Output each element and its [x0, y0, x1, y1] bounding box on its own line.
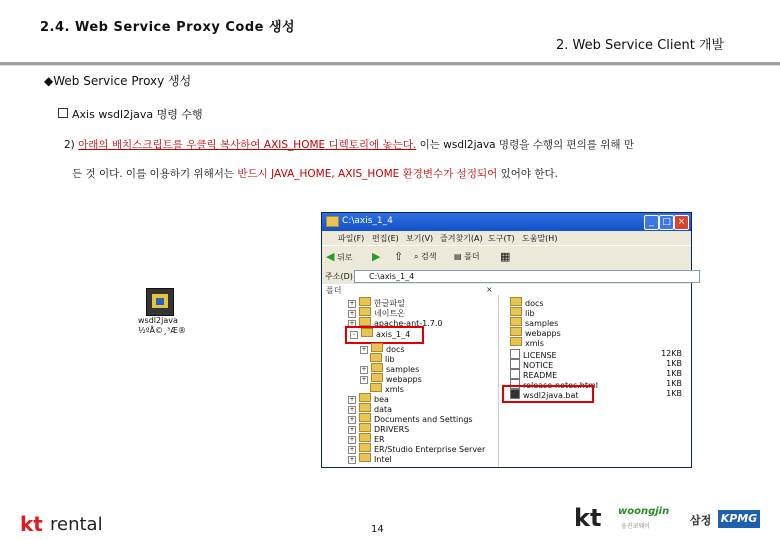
samjung-logo: 삼정: [690, 514, 712, 527]
paragraph-text: 든 것 이다. 이를 이용하기 위해서는: [72, 168, 238, 180]
tree-item[interactable]: + bea: [349, 395, 389, 404]
tree-item[interactable]: + apache-ant-1.7.0: [349, 319, 443, 328]
menu-file[interactable]: 파일(F): [338, 234, 365, 243]
close-button[interactable]: ×: [674, 215, 689, 230]
kt-rental-logo-kt: kt: [20, 512, 43, 536]
tree-item[interactable]: + samples: [361, 365, 420, 374]
kpmg-logo: KPMG: [718, 510, 760, 528]
file-list-item[interactable]: webapps: [510, 327, 688, 337]
folder-icon: [510, 337, 522, 346]
sub-bullet: [58, 106, 203, 122]
folder-icon: [370, 383, 382, 392]
woongjin-logo: woongjin: [618, 506, 670, 517]
tree-item[interactable]: + Documents and Settings: [349, 415, 473, 424]
file-list-item[interactable]: xmls: [510, 337, 688, 347]
window-titlebar[interactable]: [322, 213, 691, 231]
folders-button[interactable]: ▤ 폴더: [454, 252, 480, 261]
address-label: 주소(D): [325, 272, 353, 281]
paragraph-text: 이는 wsdl2java 명령을 수행의 편의를 위해 만: [416, 139, 634, 151]
folders-icon: ▤: [454, 252, 462, 261]
file-size: 1KB: [666, 359, 682, 368]
desktop-icon-label: [138, 316, 186, 336]
explorer-window: [321, 212, 692, 468]
file-size: 1KB: [666, 389, 682, 398]
folder-tree-pane: [322, 295, 499, 466]
paragraph-text: 있어야 한다.: [497, 168, 558, 180]
tree-item[interactable]: + Intel: [349, 455, 392, 464]
bullet-heading-text: Web Service Proxy 생성: [53, 74, 192, 88]
diamond-bullet-icon: ◆: [44, 74, 54, 88]
kt-logo: kt: [574, 504, 602, 532]
highlight-box: [502, 385, 594, 403]
folder-icon: [359, 423, 371, 432]
search-icon: ⌕: [414, 252, 419, 261]
checkbox-bullet-icon: [58, 108, 68, 118]
file-list-item[interactable]: lib: [510, 307, 688, 317]
tree-item[interactable]: + docs: [361, 345, 405, 354]
file-list-item[interactable]: README 1KB: [510, 369, 688, 379]
folder-icon: [359, 297, 371, 306]
desktop-icon-label-line1: wsdl2java: [138, 316, 178, 325]
search-button[interactable]: ⌕ 검색: [414, 252, 437, 261]
sub-bullet-text: Axis wsdl2java 명령 수행: [72, 108, 203, 121]
menu-view[interactable]: 보기(V): [406, 234, 434, 243]
folder-icon: [359, 413, 371, 422]
file-list-pane: [502, 295, 690, 466]
file-list-item-bat[interactable]: wsdl2java.bat 1KB: [510, 389, 688, 399]
tree-item[interactable]: + webapps: [361, 375, 422, 384]
menu-bar: [322, 231, 691, 245]
tree-item[interactable]: + ER: [349, 435, 385, 444]
folder-icon: [510, 317, 522, 326]
file-list-item[interactable]: release-notes.html 1KB: [510, 379, 688, 389]
tree-item[interactable]: lib: [370, 353, 395, 363]
desktop-icon-label-line2: ½ºÅ©¸³Æ®: [138, 326, 186, 335]
kt-rental-logo-text: rental: [50, 514, 103, 535]
file-icon: [510, 369, 520, 379]
folder-icon: [326, 216, 339, 227]
bullet-heading: [44, 72, 191, 89]
up-folder-icon[interactable]: ⇧: [394, 250, 404, 263]
section-title: 2.4. Web Service Proxy Code 생성: [40, 20, 296, 35]
file-size: 12KB: [661, 349, 682, 358]
file-icon: [510, 359, 520, 369]
toolbar: [322, 245, 691, 268]
folder-icon: [510, 327, 522, 336]
folder-icon: [359, 453, 371, 462]
instruction-paragraph-line1: [64, 137, 634, 152]
folders-pane-header: 폴더: [326, 286, 342, 295]
highlight-text: 반드시 JAVA_HOME, AXIS_HOME 환경변수가 설정되어: [237, 168, 498, 180]
tree-item[interactable]: + DRIVERS: [349, 425, 410, 434]
folder-icon: [359, 307, 371, 316]
file-list-item[interactable]: NOTICE 1KB: [510, 359, 688, 369]
step-number: 2): [64, 139, 79, 151]
highlight-text: 아래의 배치스크립트를 우클릭 복사하여 AXIS_HOME 디렉토리에 놓는다.: [78, 139, 417, 151]
page-number: 14: [371, 524, 384, 535]
menu-help[interactable]: 도움말(H): [522, 234, 558, 243]
forward-arrow-icon[interactable]: ▶: [372, 250, 381, 263]
menu-tools[interactable]: 도구(T): [488, 234, 515, 243]
folder-icon: [510, 307, 522, 316]
folder-icon: [370, 353, 382, 362]
chapter-subtitle: 2. Web Service Client 개발: [556, 38, 725, 53]
file-size: 1KB: [666, 379, 682, 388]
folder-icon: [371, 363, 383, 372]
minimize-button[interactable]: _: [644, 215, 659, 230]
file-icon: [510, 349, 520, 359]
views-icon[interactable]: ▦: [500, 250, 511, 263]
maximize-button[interactable]: □: [659, 215, 674, 230]
folder-icon: [371, 343, 383, 352]
file-list-item[interactable]: samples: [510, 317, 688, 327]
close-pane-icon[interactable]: ×: [486, 285, 493, 294]
batch-file-icon[interactable]: [146, 288, 174, 316]
back-arrow-icon: ◀: [326, 250, 335, 263]
folder-icon: [371, 373, 383, 382]
tree-item[interactable]: + 네이트온: [349, 309, 405, 318]
folder-icon: [510, 297, 522, 306]
instruction-paragraph-line2: [72, 166, 558, 181]
tree-item[interactable]: + data: [349, 405, 393, 414]
folder-icon: [359, 403, 371, 412]
tree-item[interactable]: + 한글파일: [349, 299, 405, 308]
back-button[interactable]: ◀ 뒤로: [326, 250, 353, 263]
folder-icon: [359, 443, 371, 452]
open-folder-icon: [361, 328, 373, 337]
window-title: C:\axis_1_4: [342, 216, 393, 226]
file-size: 1KB: [666, 369, 682, 378]
address-bar: [322, 268, 691, 284]
folder-icon: [359, 317, 371, 326]
header-divider-shadow: [0, 65, 780, 66]
tree-item[interactable]: + ER/Studio Enterprise Server: [349, 445, 486, 454]
file-list-item[interactable]: LICENSE 12KB: [510, 349, 688, 359]
folder-icon: [359, 433, 371, 442]
tree-item[interactable]: xmls: [370, 383, 404, 393]
address-input[interactable]: C:\axis_1_4: [354, 270, 700, 283]
file-list-item[interactable]: docs: [510, 297, 688, 307]
folder-icon: [359, 393, 371, 402]
menu-edit[interactable]: 편집(E): [372, 234, 399, 243]
menu-favorites[interactable]: 즐겨찾기(A): [440, 234, 483, 243]
tree-item-axis-selected[interactable]: - axis_1_4: [345, 326, 424, 344]
woongjin-logo-sub: 웅진코웨이: [621, 523, 650, 530]
